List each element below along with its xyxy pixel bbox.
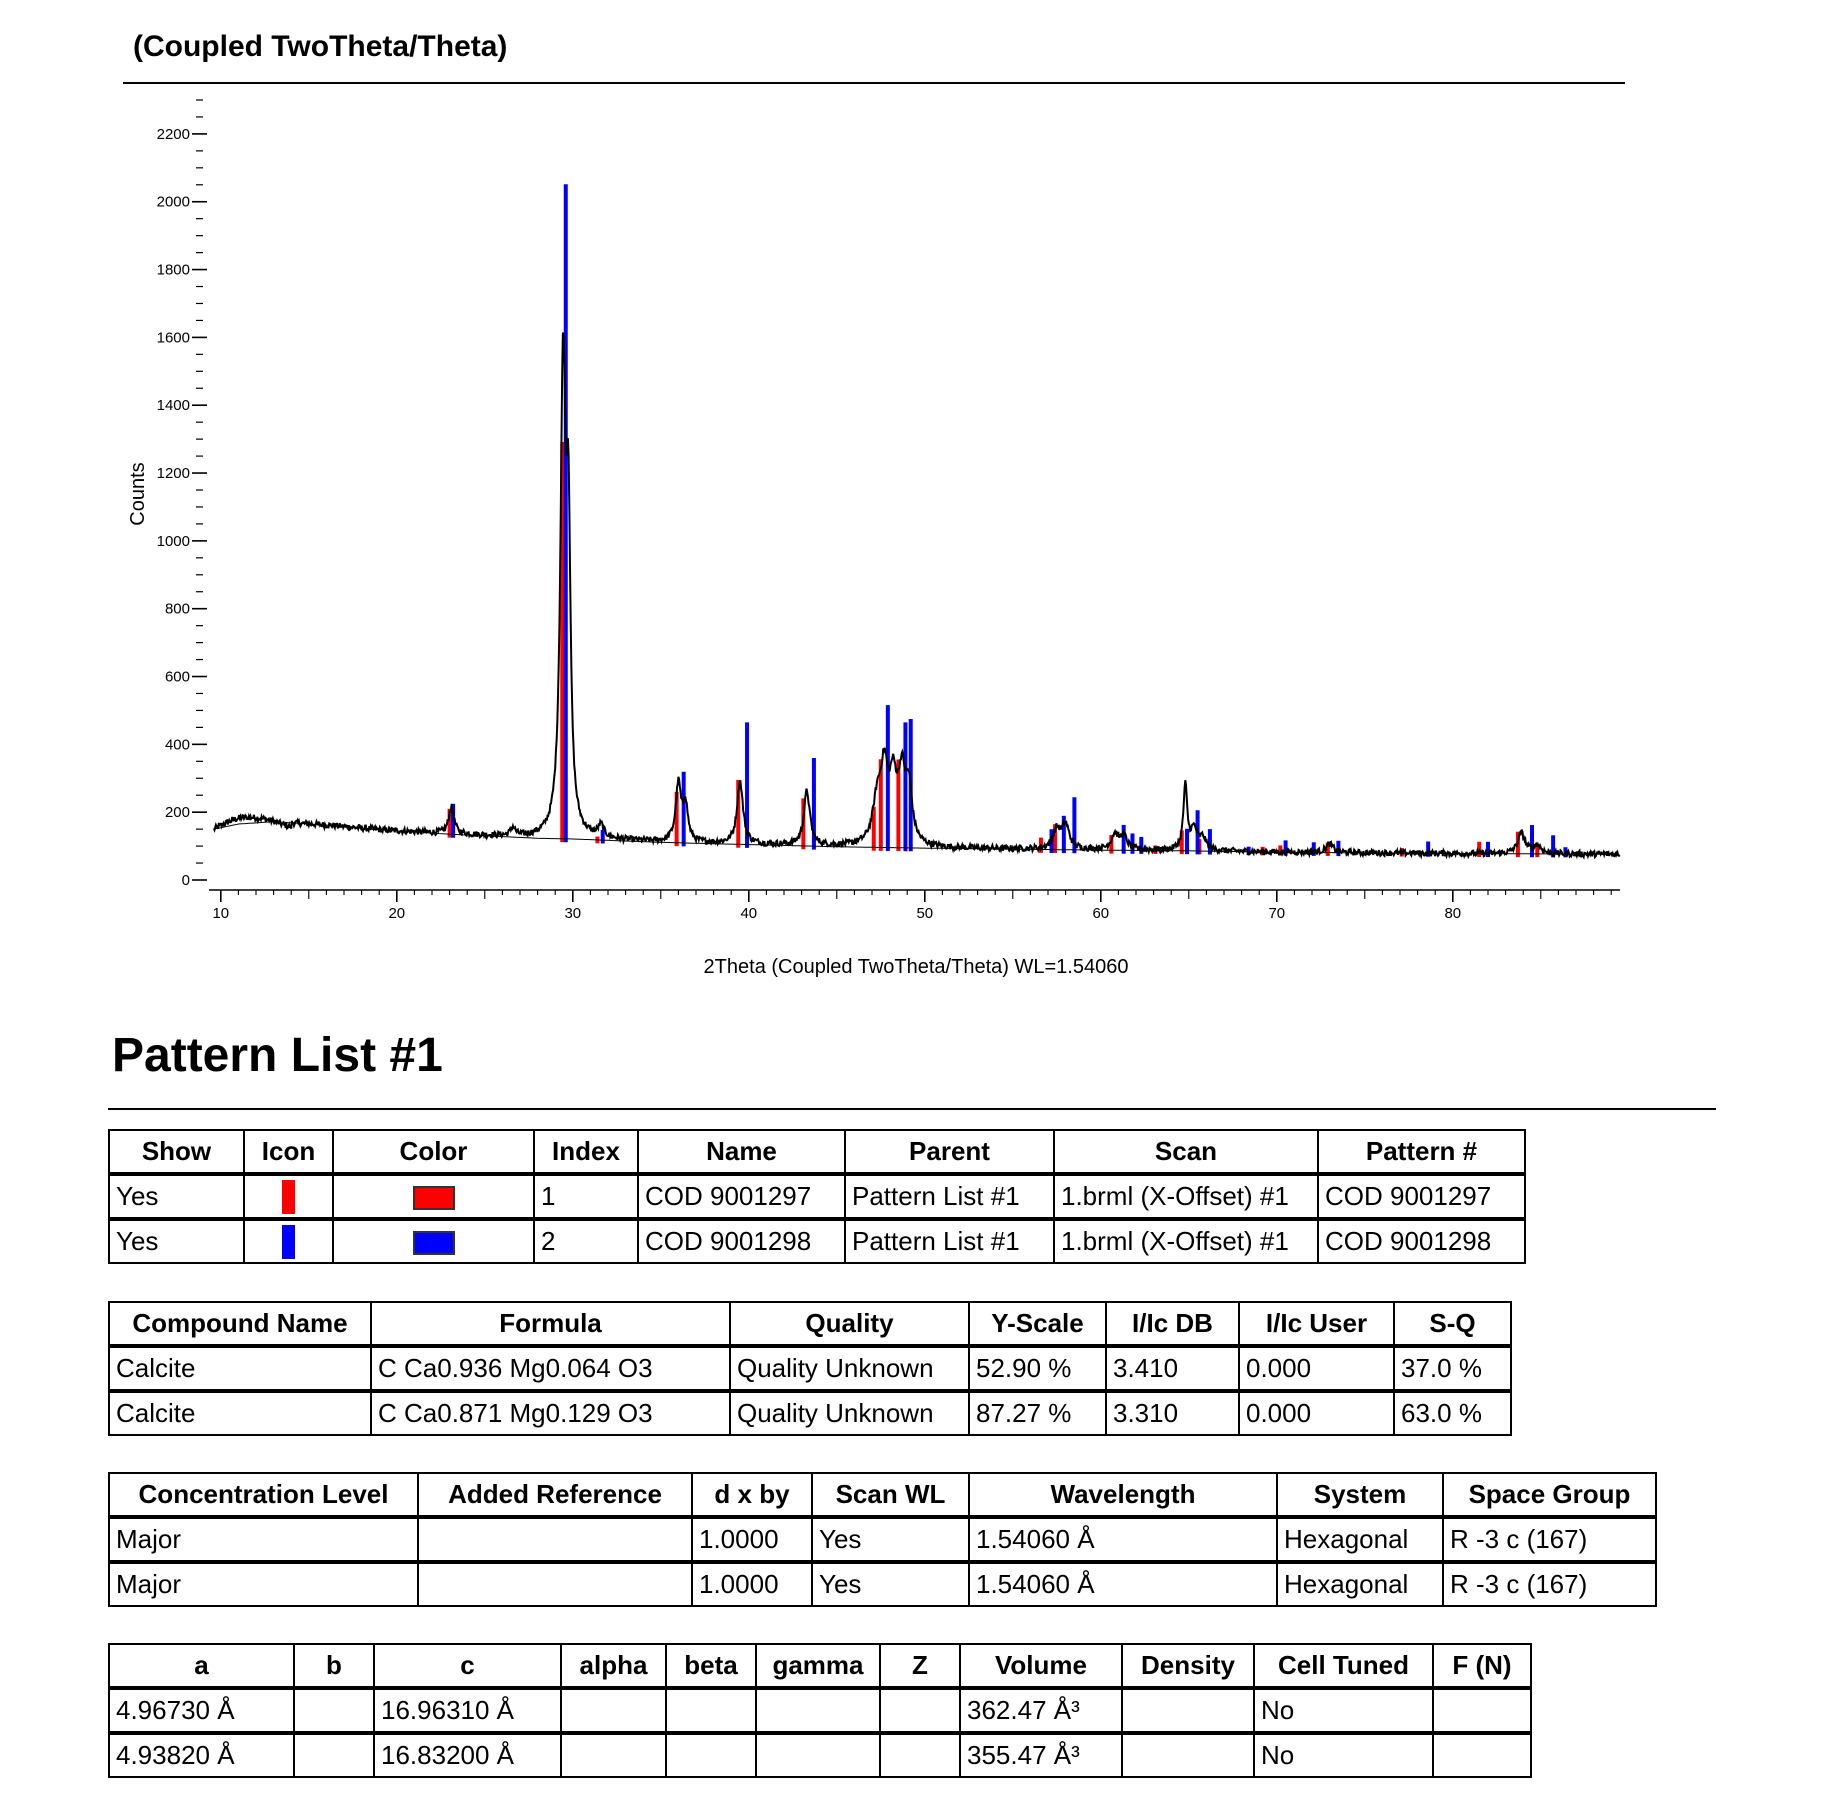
table-cell: 52.90 % <box>969 1346 1106 1391</box>
table-cell: C Ca0.871 Mg0.129 O3 <box>371 1391 730 1435</box>
table-cell <box>666 1733 756 1777</box>
table-cell: No <box>1254 1688 1433 1733</box>
column-header: Color <box>333 1130 534 1174</box>
table-cell: Hexagonal <box>1277 1517 1443 1562</box>
name-cell: COD 9001298 <box>638 1219 845 1263</box>
y-tick-label: 1000 <box>156 532 190 550</box>
column-header: Density <box>1122 1644 1254 1688</box>
table-cell: No <box>1254 1733 1433 1777</box>
x-tick-label: 30 <box>564 905 582 922</box>
x-tick-label: 80 <box>1444 905 1462 922</box>
y-tick-label: 1200 <box>156 465 190 483</box>
column-header: Concentration Level <box>109 1473 418 1517</box>
color-cell <box>333 1219 534 1263</box>
column-header: Space Group <box>1443 1473 1656 1517</box>
column-header: F (N) <box>1433 1644 1531 1688</box>
column-header: Compound Name <box>109 1302 371 1346</box>
table-cell: 4.93820 Å <box>109 1733 294 1777</box>
column-header: a <box>109 1644 294 1688</box>
column-header: gamma <box>756 1644 880 1688</box>
column-header: I/Ic DB <box>1106 1302 1239 1346</box>
show-cell: Yes <box>109 1174 244 1219</box>
column-header: alpha <box>561 1644 666 1688</box>
table-cell <box>880 1688 960 1733</box>
table-cell <box>294 1733 374 1777</box>
table-cell: 0.000 <box>1239 1391 1394 1435</box>
scan-cell: 1.brml (X-Offset) #1 <box>1054 1219 1318 1263</box>
table-cell: 3.310 <box>1106 1391 1239 1435</box>
table-header-row <box>109 1644 1531 1688</box>
y-tick-label: 1400 <box>156 397 190 415</box>
table-row <box>109 1391 1511 1435</box>
table-cell <box>418 1562 692 1606</box>
icon-cell <box>244 1174 333 1219</box>
table-cell: Calcite <box>109 1346 371 1391</box>
table-row <box>109 1733 1531 1777</box>
index-cell: 1 <box>534 1174 638 1219</box>
table-cell: 1.54060 Å <box>969 1517 1277 1562</box>
table-cell <box>1433 1688 1531 1733</box>
pattern-number-cell: COD 9001297 <box>1318 1174 1525 1219</box>
section-title: Pattern List #1 <box>112 1029 443 1082</box>
y-tick-label: 0 <box>181 872 190 889</box>
column-header: Show <box>109 1130 244 1174</box>
pattern-number-cell: COD 9001298 <box>1318 1219 1525 1263</box>
table-cell <box>418 1517 692 1562</box>
column-header: beta <box>666 1644 756 1688</box>
column-header: Scan WL <box>812 1473 969 1517</box>
color-swatch <box>413 1186 455 1210</box>
table-cell: Quality Unknown <box>730 1391 969 1435</box>
x-tick-label: 40 <box>740 905 758 922</box>
table-header-row <box>109 1473 1656 1517</box>
parent-cell: Pattern List #1 <box>845 1219 1054 1263</box>
x-tick-label: 10 <box>212 905 230 922</box>
column-header: c <box>374 1644 561 1688</box>
column-header: Parent <box>845 1130 1054 1174</box>
table-cell: 3.410 <box>1106 1346 1239 1391</box>
cell-parameters-table <box>108 1643 1532 1778</box>
table-cell <box>561 1688 666 1733</box>
y-axis-title: Counts <box>127 462 149 526</box>
table-cell <box>1122 1688 1254 1733</box>
table-row <box>109 1517 1656 1562</box>
parent-cell: Pattern List #1 <box>845 1174 1054 1219</box>
table-header-row <box>109 1302 1511 1346</box>
icon-cell <box>244 1219 333 1263</box>
index-cell: 2 <box>534 1219 638 1263</box>
name-cell: COD 9001297 <box>638 1174 845 1219</box>
scan-series-line <box>214 333 1620 858</box>
table-cell: 16.96310 Å <box>374 1688 561 1733</box>
table-cell: Quality Unknown <box>730 1346 969 1391</box>
column-header: Added Reference <box>418 1473 692 1517</box>
chart-title: (Coupled TwoTheta/Theta) <box>133 30 508 63</box>
column-header: Volume <box>960 1644 1122 1688</box>
column-header: Pattern # <box>1318 1130 1525 1174</box>
table-cell: Hexagonal <box>1277 1562 1443 1606</box>
column-header: Y-Scale <box>969 1302 1106 1346</box>
table-cell: 16.83200 Å <box>374 1733 561 1777</box>
column-header: Formula <box>371 1302 730 1346</box>
table-cell: 1.54060 Å <box>969 1562 1277 1606</box>
y-tick-label: 1800 <box>156 261 190 279</box>
table-cell: 1.0000 <box>692 1517 812 1562</box>
table-cell: Major <box>109 1562 418 1606</box>
column-header: Z <box>880 1644 960 1688</box>
table-cell: R -3 c (167) <box>1443 1517 1656 1562</box>
table-header-row <box>109 1130 1525 1174</box>
table-cell: 362.47 Å³ <box>960 1688 1122 1733</box>
table-cell: 4.96730 Å <box>109 1688 294 1733</box>
table-cell <box>294 1688 374 1733</box>
y-tick-label: 400 <box>164 736 190 754</box>
column-header: Cell Tuned <box>1254 1644 1433 1688</box>
show-cell: Yes <box>109 1219 244 1263</box>
table-cell: 355.47 Å³ <box>960 1733 1122 1777</box>
column-header: I/Ic User <box>1239 1302 1394 1346</box>
scan-cell: 1.brml (X-Offset) #1 <box>1054 1174 1318 1219</box>
column-header: Scan <box>1054 1130 1318 1174</box>
table-cell <box>561 1733 666 1777</box>
table-row <box>109 1219 1525 1263</box>
table-cell: 37.0 % <box>1394 1346 1511 1391</box>
column-header: System <box>1277 1473 1443 1517</box>
color-swatch <box>413 1231 455 1255</box>
table-row <box>109 1174 1525 1219</box>
table-cell <box>880 1733 960 1777</box>
concentration-table <box>108 1472 1657 1607</box>
column-header: b <box>294 1644 374 1688</box>
table-cell <box>1433 1733 1531 1777</box>
column-header: Icon <box>244 1130 333 1174</box>
pattern-icon <box>282 1180 295 1214</box>
column-header: S-Q <box>1394 1302 1511 1346</box>
column-header: Index <box>534 1130 638 1174</box>
table-cell <box>756 1733 880 1777</box>
y-tick-label: 2000 <box>156 193 190 211</box>
table-cell <box>1122 1733 1254 1777</box>
y-tick-label: 200 <box>164 804 190 822</box>
x-tick-label: 60 <box>1092 905 1110 922</box>
table-cell: Major <box>109 1517 418 1562</box>
table-cell: C Ca0.936 Mg0.064 O3 <box>371 1346 730 1391</box>
pattern-icon <box>282 1225 295 1259</box>
table-cell: 63.0 % <box>1394 1391 1511 1435</box>
table-cell: Calcite <box>109 1391 371 1435</box>
y-tick-label: 1600 <box>156 329 190 347</box>
table-cell: 87.27 % <box>969 1391 1106 1435</box>
table-row <box>109 1562 1656 1606</box>
table-cell: 0.000 <box>1239 1346 1394 1391</box>
table-cell: R -3 c (167) <box>1443 1562 1656 1606</box>
x-tick-label: 50 <box>916 905 934 922</box>
table-row <box>109 1346 1511 1391</box>
pattern-table <box>108 1129 1526 1264</box>
x-axis-title: 2Theta (Coupled TwoTheta/Theta) WL=1.54060 <box>703 956 1129 978</box>
compound-table <box>108 1301 1512 1436</box>
column-header: Wavelength <box>969 1473 1277 1517</box>
table-cell: Yes <box>812 1562 969 1606</box>
column-header: Name <box>638 1130 845 1174</box>
table-cell: 1.0000 <box>692 1562 812 1606</box>
y-tick-label: 600 <box>164 668 190 686</box>
x-tick-label: 20 <box>388 905 406 922</box>
column-header: d x by <box>692 1473 812 1517</box>
table-cell <box>666 1688 756 1733</box>
y-tick-label: 2200 <box>156 125 190 143</box>
reference-sticks <box>450 184 1566 857</box>
table-cell: Yes <box>812 1517 969 1562</box>
table-row <box>109 1688 1531 1733</box>
table-cell <box>756 1688 880 1733</box>
section-divider <box>108 1108 1716 1110</box>
x-tick-label: 70 <box>1268 905 1286 922</box>
y-tick-label: 800 <box>164 600 190 618</box>
color-cell <box>333 1174 534 1219</box>
column-header: Quality <box>730 1302 969 1346</box>
